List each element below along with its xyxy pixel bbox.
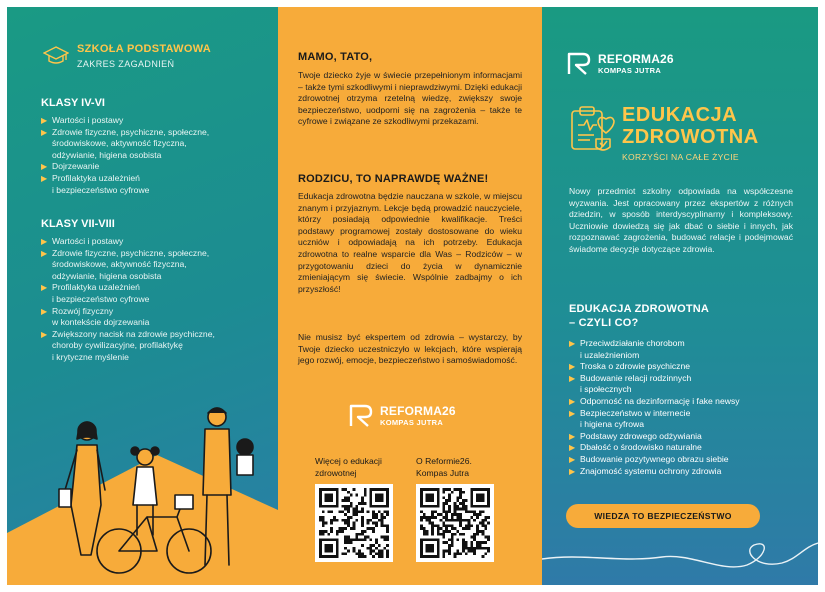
list-item-text: Rozwój fizyczny	[52, 305, 114, 316]
left-panel	[7, 7, 278, 585]
right-panel	[542, 7, 818, 585]
bullet-arrow-icon: ▶	[569, 466, 576, 476]
list-item-text: Podstawy zdrowego odżywiania	[580, 430, 702, 441]
parents-paragraph: Twoje dziecko żyje w świecie przepełnionym informacjami – także tymi szkodliwymi i nieprawdziwymi. Dzięki edukacji zdrowotnej otrzyma rzetelną wiedzę, zwiększy swoje bezpieczeństwo, uodporni się na zagrożenia – także te cyfrowe i związane ze szkodliwymi przekazami.	[298, 70, 522, 127]
bullet-arrow-icon: ▶	[569, 339, 576, 348]
list-item-text: Bezpieczeństwo w internecie	[580, 407, 691, 418]
bullet-arrow-icon: ▶	[41, 116, 48, 125]
list-item-text: Zwiększony nacisk na zdrowie psychiczne,	[52, 328, 215, 339]
list-item	[41, 248, 266, 283]
list-item	[41, 115, 266, 127]
reforma26-logo-middle	[348, 402, 456, 428]
list-item	[569, 361, 804, 373]
bullet-arrow-icon: ▶	[41, 248, 48, 258]
bullet-arrow-icon: ▶	[41, 329, 48, 339]
qr-code-reforma26[interactable]	[416, 484, 494, 562]
list-item-text: i higiena cyfrowa	[580, 419, 645, 430]
list-item	[41, 236, 266, 248]
list-item-text: i krytyczne myślenie	[52, 351, 129, 362]
qr1-caption: Więcej o edukacji zdrowotnej	[315, 456, 382, 478]
list-item-text: i społecznych	[580, 384, 632, 395]
benefits-heading: EDUKACJA ZDROWOTNA – CZYLI CO?	[569, 303, 710, 329]
list-item	[569, 396, 804, 408]
list-item	[41, 127, 266, 162]
list-item	[569, 442, 804, 454]
bullet-arrow-icon: ▶	[569, 396, 576, 406]
list-item-text: środowiskowe, aktywność fizyczna,	[52, 259, 187, 270]
school-subtitle: ZAKRES ZAGADNIEŃ	[77, 59, 175, 69]
list-item-text: Dbałość o środowisko naturalne	[580, 442, 702, 453]
list-item-text: odżywianie, higiena osobista	[52, 149, 162, 160]
logo-subname: KOMPAS JUTRA	[380, 417, 444, 427]
list-item	[569, 466, 804, 478]
bullet-arrow-icon: ▶	[41, 127, 48, 137]
reforma26-logo-right	[566, 50, 674, 76]
benefits-list	[569, 338, 804, 477]
safety-cta-button[interactable]: WIEDZA TO BEZPIECZEŃSTWO	[566, 504, 760, 528]
list-item	[569, 454, 804, 466]
list-item-text: Odporność na dezinformację i fake newsy	[580, 395, 740, 406]
qr-code-health-education[interactable]	[315, 484, 393, 562]
list-item-text: i uzależnieniom	[580, 349, 640, 360]
bullet-arrow-icon: ▶	[41, 283, 48, 293]
list-item-text: i bezpieczeństwo cyfrowe	[52, 293, 150, 304]
section-heading-iv-vi: KLASY IV-VI	[41, 97, 105, 109]
family-illustration	[57, 395, 277, 585]
expert-paragraph: Nie musisz być ekspertem od zdrowia – wystarczy, by Twoje dziecko uczestniczyło w lekcjach, które wspierają jego rozwój, emocje, bezpieczeństwo i samoświadomość.	[298, 332, 522, 366]
bullet-arrow-icon: ▶	[569, 431, 576, 441]
bullet-arrow-icon: ▶	[41, 162, 48, 172]
list-item	[41, 161, 266, 173]
list-item-text: w kontekście dojrzewania	[52, 317, 150, 328]
list-item-text: Profilaktyka uzależnień	[52, 282, 140, 293]
list-item-text: Przeciwdziałanie chorobom	[580, 338, 685, 348]
bullet-arrow-icon: ▶	[569, 443, 576, 453]
list-item	[41, 306, 266, 329]
important-paragraph: Edukacja zdrowotna będzie nauczana w szkole, w miejscu znanym i przyjaznym. Lekcje będą prowadzić nauczyciele, którzy posiadają odpowiednie kwalifikacje. Treści podstawy programowej zostały dostosowane do wieku uczniów i odpowiadają na ich potrzeby. Edukacja zdrowotna to realne wsparcie dla Was – Rodziców – w przygotowaniu dzieci do życia w dynamicznie zmieniającym się świecie. Wspólnie zadbajmy o ich przyszłość!	[298, 191, 522, 294]
qr-code-image	[319, 488, 389, 558]
list-item	[569, 431, 804, 443]
list-item	[41, 173, 266, 196]
reforma26-logo-icon	[348, 402, 374, 428]
health-clipboard-icon	[566, 103, 618, 155]
middle-panel	[278, 7, 542, 585]
intro-paragraph: Nowy przedmiot szkolny odpowiada na współczesne wyzwania. Jest opracowany przez ekspertów z różnych dziedzin, w sposób interdyscyplinarny i kompleksowy. Uczniowie dowiedzą się jak dbać o siebie i innych, jak rozpoznawać zagrożenia, budować relacje i podejmować świadome decyzje dotyczące zdrowia.	[569, 186, 793, 254]
list-item	[41, 329, 266, 364]
parents-heading: MAMO, TATO,	[298, 51, 373, 63]
list-item-text: Budowanie relacji rodzinnych	[580, 372, 692, 383]
list-item	[41, 282, 266, 305]
list-item-text: Znajomość systemu ochrony zdrowia	[580, 465, 722, 476]
list-item	[569, 373, 804, 396]
bullet-arrow-icon: ▶	[41, 173, 48, 183]
list-item-text: Troska o zdrowie psychiczne	[580, 361, 691, 372]
bullet-arrow-icon: ▶	[569, 362, 576, 372]
list-item-text: odżywianie, higiena osobista	[52, 270, 162, 281]
hero-title: EDUKACJA ZDROWOTNA	[622, 104, 759, 148]
logo-subname: KOMPAS JUTRA	[598, 65, 662, 75]
bullet-arrow-icon: ▶	[569, 408, 576, 418]
topics-list-vii-viii	[41, 236, 266, 364]
topics-list-iv-vi	[41, 115, 266, 196]
graduation-cap-icon	[43, 43, 69, 69]
important-heading: RODZICU, TO NAPRAWDĘ WAŻNE!	[298, 173, 489, 185]
bullet-arrow-icon: ▶	[569, 454, 576, 464]
list-item-text: Budowanie pozytywnego obrazu siebie	[580, 453, 729, 464]
qr2-caption: O Reformie26. Kompas Jutra	[416, 456, 472, 478]
reforma26-logo-icon	[566, 50, 592, 76]
list-item-text: Profilaktyka uzależnień	[52, 172, 140, 183]
qr-code-image	[420, 488, 490, 558]
bullet-arrow-icon: ▶	[569, 373, 576, 383]
list-item-text: Dojrzewanie	[52, 161, 100, 172]
list-item-text: Wartości i postawy	[52, 236, 124, 246]
section-heading-vii-viii: KLASY VII-VIII	[41, 218, 115, 230]
list-item-text: i bezpieczeństwo cyfrowe	[52, 184, 150, 195]
hero-subtitle: KORZYŚCI NA CAŁE ŻYCIE	[622, 152, 739, 162]
list-item-text: Zdrowie fizyczne, psychiczne, społeczne,	[52, 126, 210, 137]
list-item-text: Wartości i postawy	[52, 115, 124, 125]
list-item-text: choroby cywilizacyjne, profilaktykę	[52, 340, 183, 351]
logo-name: REFORMA26	[380, 403, 456, 418]
list-item	[569, 338, 804, 361]
list-item-text: środowiskowe, aktywność fizyczna,	[52, 138, 187, 149]
bullet-arrow-icon: ▶	[41, 237, 48, 246]
logo-name: REFORMA26	[598, 51, 674, 66]
list-item	[569, 408, 804, 431]
school-title: SZKOŁA PODSTAWOWA	[77, 43, 212, 55]
school-header	[43, 43, 211, 69]
list-item-text: Zdrowie fizyczne, psychiczne, społeczne,	[52, 247, 210, 258]
bullet-arrow-icon: ▶	[41, 306, 48, 316]
